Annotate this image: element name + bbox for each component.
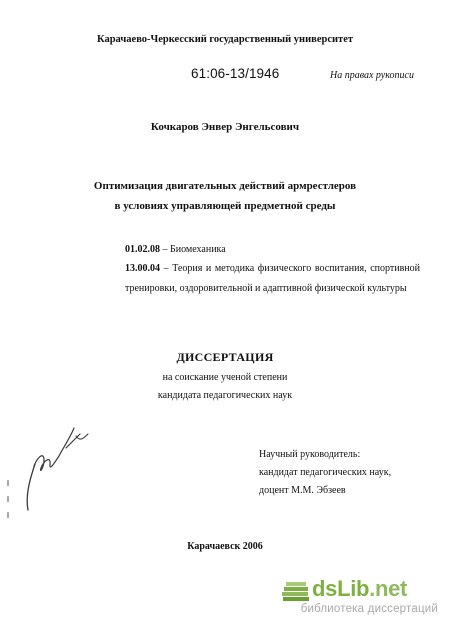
specialty-1 xyxy=(125,240,420,260)
university-name: Карачаево-Черкесский государственный университет xyxy=(96,34,354,45)
specialty-1-code: 01.02.08 xyxy=(125,244,160,255)
watermark-logo-part-2: .net xyxy=(369,576,408,601)
dissertation-title-line-1: Оптимизация двигательных действий армрестлеров xyxy=(93,180,357,192)
books-icon xyxy=(280,578,312,604)
specialty-2-name: Теория и методика физического воспитания, спортивной тренировки, оздоровительной и адаптивной физической культуры xyxy=(125,263,420,294)
supervisor-label: Научный руководитель: xyxy=(259,449,361,460)
catalog-code: 61:06-13/1946 xyxy=(191,66,280,81)
supervisor-degree: кандидат педагогических наук, xyxy=(259,467,392,478)
degree-line-2: кандидата педагогических наук xyxy=(157,390,293,401)
dslib-watermark xyxy=(260,576,438,620)
city-year: Карачаевск 2006 xyxy=(187,541,263,552)
handwritten-signature xyxy=(4,408,102,518)
manuscript-rights-note: На правах рукописи xyxy=(330,70,414,81)
watermark-logo-part-1: dsLib xyxy=(312,576,370,601)
specialty-2 xyxy=(125,259,420,299)
specialty-2-separator: – xyxy=(160,263,173,274)
specialty-1-name: Биомеханика xyxy=(170,244,226,255)
degree-line-1: на соискание ученой степени xyxy=(162,372,288,383)
watermark-logo xyxy=(312,576,407,602)
specialty-2-code: 13.00.04 xyxy=(125,263,160,274)
document-type-heading: ДИССЕРТАЦИЯ xyxy=(176,350,274,364)
dissertation-title-line-2: в условиях управляющей предметной среды xyxy=(114,200,336,212)
author-name: Кочкаров Энвер Энгельсович xyxy=(150,121,300,133)
specialty-1-separator: – xyxy=(160,244,170,255)
supervisor-name: доцент М.М. Эбзеев xyxy=(259,485,346,496)
watermark-subtitle: библиотека диссертаций xyxy=(300,603,438,615)
margin-mark xyxy=(6,480,10,520)
